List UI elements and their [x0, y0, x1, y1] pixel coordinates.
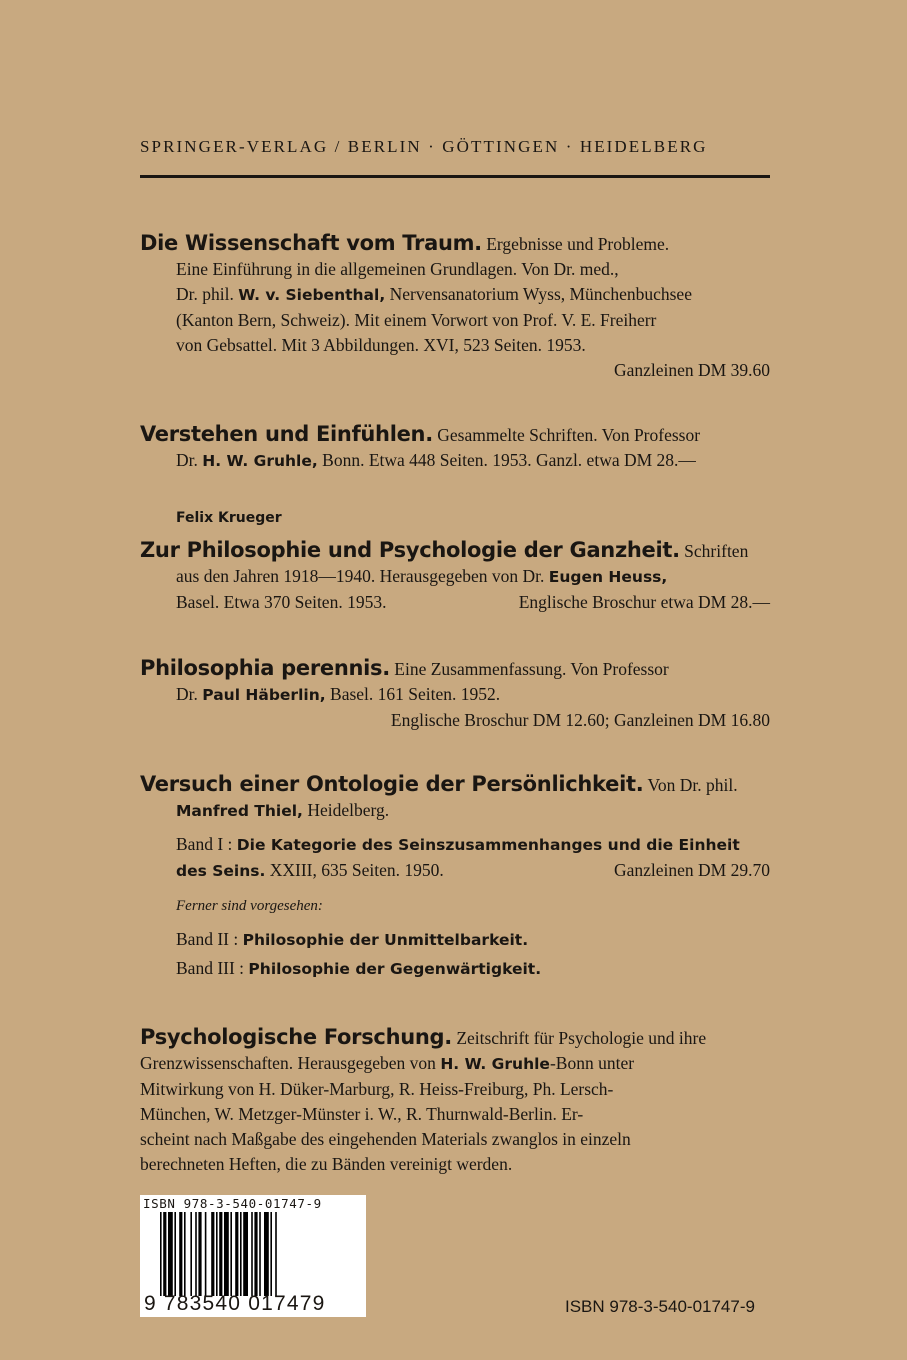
barcode-bar [163, 1212, 166, 1296]
publisher-header: SPRINGER-VERLAG / BERLIN · GÖTTINGEN · HEIDELBERG [140, 137, 708, 156]
book-entry-ganzheit: Zur Philosophie und Psychologie der Ganzheit. Schriften aus den Jahren 1918—1940. Herausgegeben von Dr. Eugen Heuss, Basel. Etwa 370 Seiten. 1953. Englische Broschur etwa DM 28.— [140, 538, 770, 615]
barcode-digits: 9 783540 017479 [144, 1292, 326, 1315]
book-desc: von Gebsattel. Mit 3 Abbildungen. XVI, 523 Seiten. 1953. [176, 335, 586, 355]
author-name: Manfred Thiel, [176, 802, 303, 820]
barcode-bar [174, 1212, 176, 1296]
book-title: Zur Philosophie und Psychologie der Ganzheit. [140, 538, 680, 562]
book-title: Versuch einer Ontologie der Persönlichkeit. [140, 772, 644, 796]
price: Ganzleinen DM 29.70 [613, 860, 770, 880]
author-name: W. v. Siebenthal, [238, 286, 386, 304]
barcode-bar [195, 1212, 197, 1296]
book-desc: Ergebnisse und Probleme. [486, 234, 670, 254]
barcode-bar [240, 1212, 242, 1296]
journal-entry-forschung: Psychologische Forschung. Zeitschrift für Psychologie und ihre Grenzwissenschaften. Herausgegeben von H. W. Gruhle-Bonn unter Mitwirkung von H. Düker-Marburg, R. Heiss-Freiburg, Ph. Lersch- München, W. Metzger-Münster i. W., R. Thurnwald-Berlin. Er- scheint nach Maßgabe des eingehenden Materials zwanglos in einzeln berechneten Heften, die zu Bänden vereinigt werden. [140, 1025, 707, 1174]
barcode-bar [264, 1212, 269, 1296]
barcode-bar [198, 1212, 201, 1296]
barcode-bar [259, 1212, 261, 1296]
price: Ganzleinen DM 39.60 [613, 360, 770, 380]
book-entry-ontologie: Versuch einer Ontologie der Persönlichkeit. Von Dr. phil. Manfred Thiel, Heidelberg. Band I : Die Kategorie des Seinszusammenhanges und die Einheit des Seins. XXIII, 635 Seiten. 1950. Ganzleinen DM 29.70 Ferner sind vorgesehen: Band II : Philosophie der Unmittelbarkeit. Band III : Philosophie der Gegenwärtigkeit. [140, 772, 770, 978]
author-name: Eugen Heuss, [548, 568, 668, 586]
barcode-bar [254, 1212, 257, 1296]
book-title: Verstehen und Einfühlen. [140, 422, 433, 446]
barcode-bar [230, 1212, 232, 1296]
barcode-bars [160, 1212, 350, 1296]
book-entry-traum: Die Wissenschaft vom Traum. Ergebnisse und Probleme. Eine Einführung in die allgemeinen Grundlagen. Von Dr. med., Dr. phil. W. v. Siebenthal, Nervensanatorium Wyss, Münchenbuchsee (Kanton Bern, Schweiz). Mit einem Vorwort von Prof. V. E. Freiherr von Gebsattel. Mit 3 Abbildungen. XVI, 523 Seiten. 1953. Ganzleinen DM 39.60 [140, 231, 770, 383]
book-desc: (Kanton Bern, Schweiz). Mit einem Vorwort von Prof. V. E. Freiherr [176, 310, 657, 330]
barcode-bar [168, 1212, 173, 1296]
ferner-note: Ferner sind vorgesehen: [176, 898, 323, 914]
barcode-bar [243, 1212, 248, 1296]
barcode-bar [275, 1212, 277, 1296]
header-rule [140, 175, 770, 178]
barcode-bar [160, 1212, 162, 1296]
author-name: H. W. Gruhle [440, 1055, 550, 1073]
barcode-bar [179, 1212, 182, 1296]
book-title: Philosophia perennis. [140, 656, 390, 680]
barcode-bar [224, 1212, 229, 1296]
price: Englische Broschur etwa DM 28.— [518, 592, 770, 612]
barcode-bar [205, 1212, 207, 1296]
author-name: Paul Häberlin, [202, 686, 326, 704]
barcode-bar [270, 1212, 272, 1296]
book-entry-perennis: Philosophia perennis. Eine Zusammenfassung. Von Professor Dr. Paul Häberlin, Basel. 161 Seiten. 1952. Englische Broschur DM 12.60; Ganzleinen DM 16.80 [140, 656, 770, 733]
barcode-bar [184, 1212, 186, 1296]
barcode-bar [190, 1212, 192, 1296]
isbn-label: ISBN 978-3-540-01747-9 [565, 1297, 755, 1316]
barcode-bar [211, 1212, 214, 1296]
barcode-isbn-text: ISBN 978-3-540-01747-9 [143, 1196, 322, 1211]
barcode-bar [251, 1212, 253, 1296]
author-name: H. W. Gruhle, [202, 452, 318, 470]
barcode-bar [219, 1212, 222, 1296]
book-entry-verstehen: Verstehen und Einfühlen. Gesammelte Schriften. Von Professor Dr. H. W. Gruhle, Bonn. Etwa 448 Seiten. 1953. Ganzl. etwa DM 28.— [140, 422, 701, 470]
book-title: Die Wissenschaft vom Traum. [140, 231, 482, 255]
barcode-bar [235, 1212, 238, 1296]
book-title: Psychologische Forschung. [140, 1025, 452, 1049]
isbn-barcode [140, 1195, 366, 1317]
price: Englische Broschur DM 12.60; Ganzleinen DM 16.80 [390, 710, 770, 730]
author-name: Felix Krueger [176, 510, 282, 526]
book-desc: Eine Einführung in die allgemeinen Grundlagen. Von Dr. med., [176, 259, 619, 279]
barcode-bar [216, 1212, 218, 1296]
